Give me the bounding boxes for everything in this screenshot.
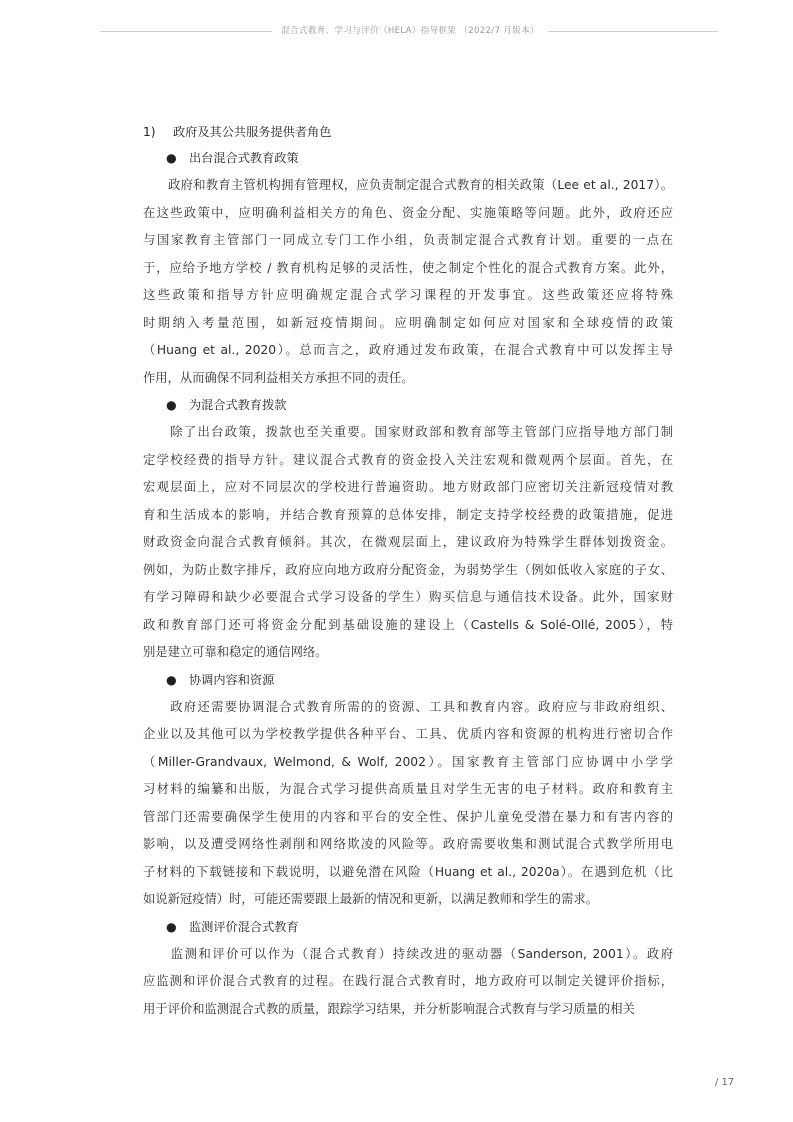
- header-title: 混合式教育、学习与评价（HELA）指导框架 （2022/7 月版本）: [281, 26, 539, 36]
- page-body: [143, 120, 673, 1023]
- section-number: 1): [143, 125, 156, 139]
- bullet-dot-icon: ●: [166, 919, 177, 934]
- paragraph-line: 管部门还需要确保学生使用的内容和平台的安全性、保护儿童免受潜在暴力和有害内容的: [143, 809, 673, 824]
- body-paragraph: [143, 419, 673, 667]
- paragraph-line: 在这些政策中，应明确利益相关方的角色、资金分配、实施策略等问题。此外，政府还应: [143, 205, 673, 220]
- bullet-heading: [143, 145, 673, 172]
- bullet-title: 监测评价混合式教育: [189, 919, 299, 934]
- header-rule-left: [100, 31, 272, 32]
- paragraph-line: 例如，为防止数字排斥，政府应向地方政府分配资金，为弱势学生（例如低收入家庭的子女、: [143, 562, 673, 577]
- paragraph-line: 于，应给予地方学校 / 教育机构足够的灵活性，使之制定个性化的混合式教育方案。此外，: [143, 260, 673, 275]
- paragraph-line: 政府和教育主管机构拥有管理权，应负责制定混合式教育的相关政策（Lee et al., 2017）。: [143, 178, 673, 192]
- bullet-dot-icon: ●: [166, 151, 177, 165]
- paragraph-line: 与国家教育主管部门一同成立专门工作小组，负责制定混合式教育计划。重要的一点在: [143, 233, 673, 247]
- bullet-title: 协调内容和资源: [189, 672, 275, 687]
- running-header: [0, 24, 793, 40]
- paragraph-line: 监测和评价可以作为（混合式教育）持续改进的驱动器（Sanderson, 2001）。政府: [143, 946, 673, 961]
- paragraph-line: 育和生活成本的影响，并结合教育预算的总体安排，制定支持学校经费的政策措施，促进: [143, 507, 673, 522]
- paragraph-line: 用于评价和监测混合式教的质量，跟踪学习结果，并分析影响混合式教育与学习质量的相关: [143, 1001, 635, 1016]
- page-number: / 17: [715, 1077, 735, 1088]
- bullet-title: 出台混合式教育政策: [189, 151, 299, 165]
- body-paragraph: [143, 172, 673, 392]
- paragraph-line: 企业以及其他可以为学校教学提供各种平台、工具、优质内容和资源的机构进行密切合作: [143, 727, 673, 741]
- paragraph-line: 政府还需要协调混合式教育所需的的资源、工具和教育内容。政府应与非政府组织、: [143, 699, 673, 714]
- paragraph-line: 时期纳入考量范围，如新冠疫情期间。应明确制定如何应对国家和全球疫情的政策: [143, 315, 673, 330]
- paragraph-line: 定学校经费的指导方针。建议混合式教育的资金投入关注宏观和微观两个层面。首先，在: [143, 452, 673, 467]
- paragraph-line: （Miller-Grandvaux, Welmond, & Wolf, 2002）。国家教育主管部门应协调中小学学: [143, 754, 673, 769]
- section-title: 政府及其公共服务提供者角色: [173, 125, 332, 139]
- paragraph-line: 习材料的编纂和出版，为混合式学习提供高质量且对学生无害的电子材料。政府和教育主: [143, 782, 673, 796]
- bullet-dot-icon: ●: [166, 398, 177, 412]
- paragraph-line: 子材料的下载链接和下载说明，以避免潜在风险（Huang et al., 2020a）。在遇到危机（比: [143, 864, 673, 879]
- bullet-dot-icon: ●: [166, 672, 177, 687]
- header-rule-right: [548, 31, 718, 32]
- bullet-sections: [143, 145, 673, 1023]
- paragraph-line: 作用，从而确保不同利益相关方承担不同的责任。: [143, 370, 414, 385]
- paragraph-line: 别是建立可靠和稳定的通信网络。: [143, 645, 328, 659]
- body-paragraph: [143, 694, 673, 914]
- bullet-heading: [143, 392, 673, 419]
- paragraph-line: 应监测和评价混合式教育的过程。在践行混合式教育时，地方政府可以制定关键评价指标，: [143, 974, 673, 988]
- paragraph-line: 如说新冠疫情）时，可能还需要跟上最新的情况和更新，以满足教师和学生的需求。: [143, 892, 598, 906]
- bullet-heading: [143, 914, 673, 941]
- paragraph-line: 财政资金向混合式教育倾斜。其次，在微观层面上，建议政府为特殊学生群体划拨资金。: [143, 535, 673, 549]
- paragraph-line: （Huang et al., 2020）。总而言之，政府通过发布政策，在混合式教育中可以发挥主导: [143, 343, 673, 357]
- paragraph-line: 有学习障碍和缺少必要混合式学习设备的学生）购买信息与通信技术设备。此外，国家财: [143, 590, 673, 604]
- bullet-title: 为混合式教育拨款: [189, 398, 287, 412]
- paragraph-line: 影响，以及遭受网络性剥削和网络欺凌的风险等。政府需要收集和测试混合式教学所用电: [143, 837, 673, 851]
- paragraph-line: 这些政策和指导方针应明确规定混合式学习课程的开发事宜。这些政策还应将特殊: [143, 288, 673, 302]
- paragraph-line: 宏观层面上，应对不同层次的学校进行普遍资助。地方财政部门应密切关注新冠疫情对教: [143, 480, 673, 494]
- bullet-heading: [143, 667, 673, 694]
- paragraph-line: 除了出台政策，拨款也至关重要。国家财政部和教育部等主管部门应指导地方部门制: [143, 425, 673, 439]
- body-paragraph: [143, 941, 673, 1024]
- section-heading: [143, 120, 673, 145]
- paragraph-line: 政和教育部门还可将资金分配到基础设施的建设上（Castells & Solé-Ollé, 2005），特: [143, 617, 673, 632]
